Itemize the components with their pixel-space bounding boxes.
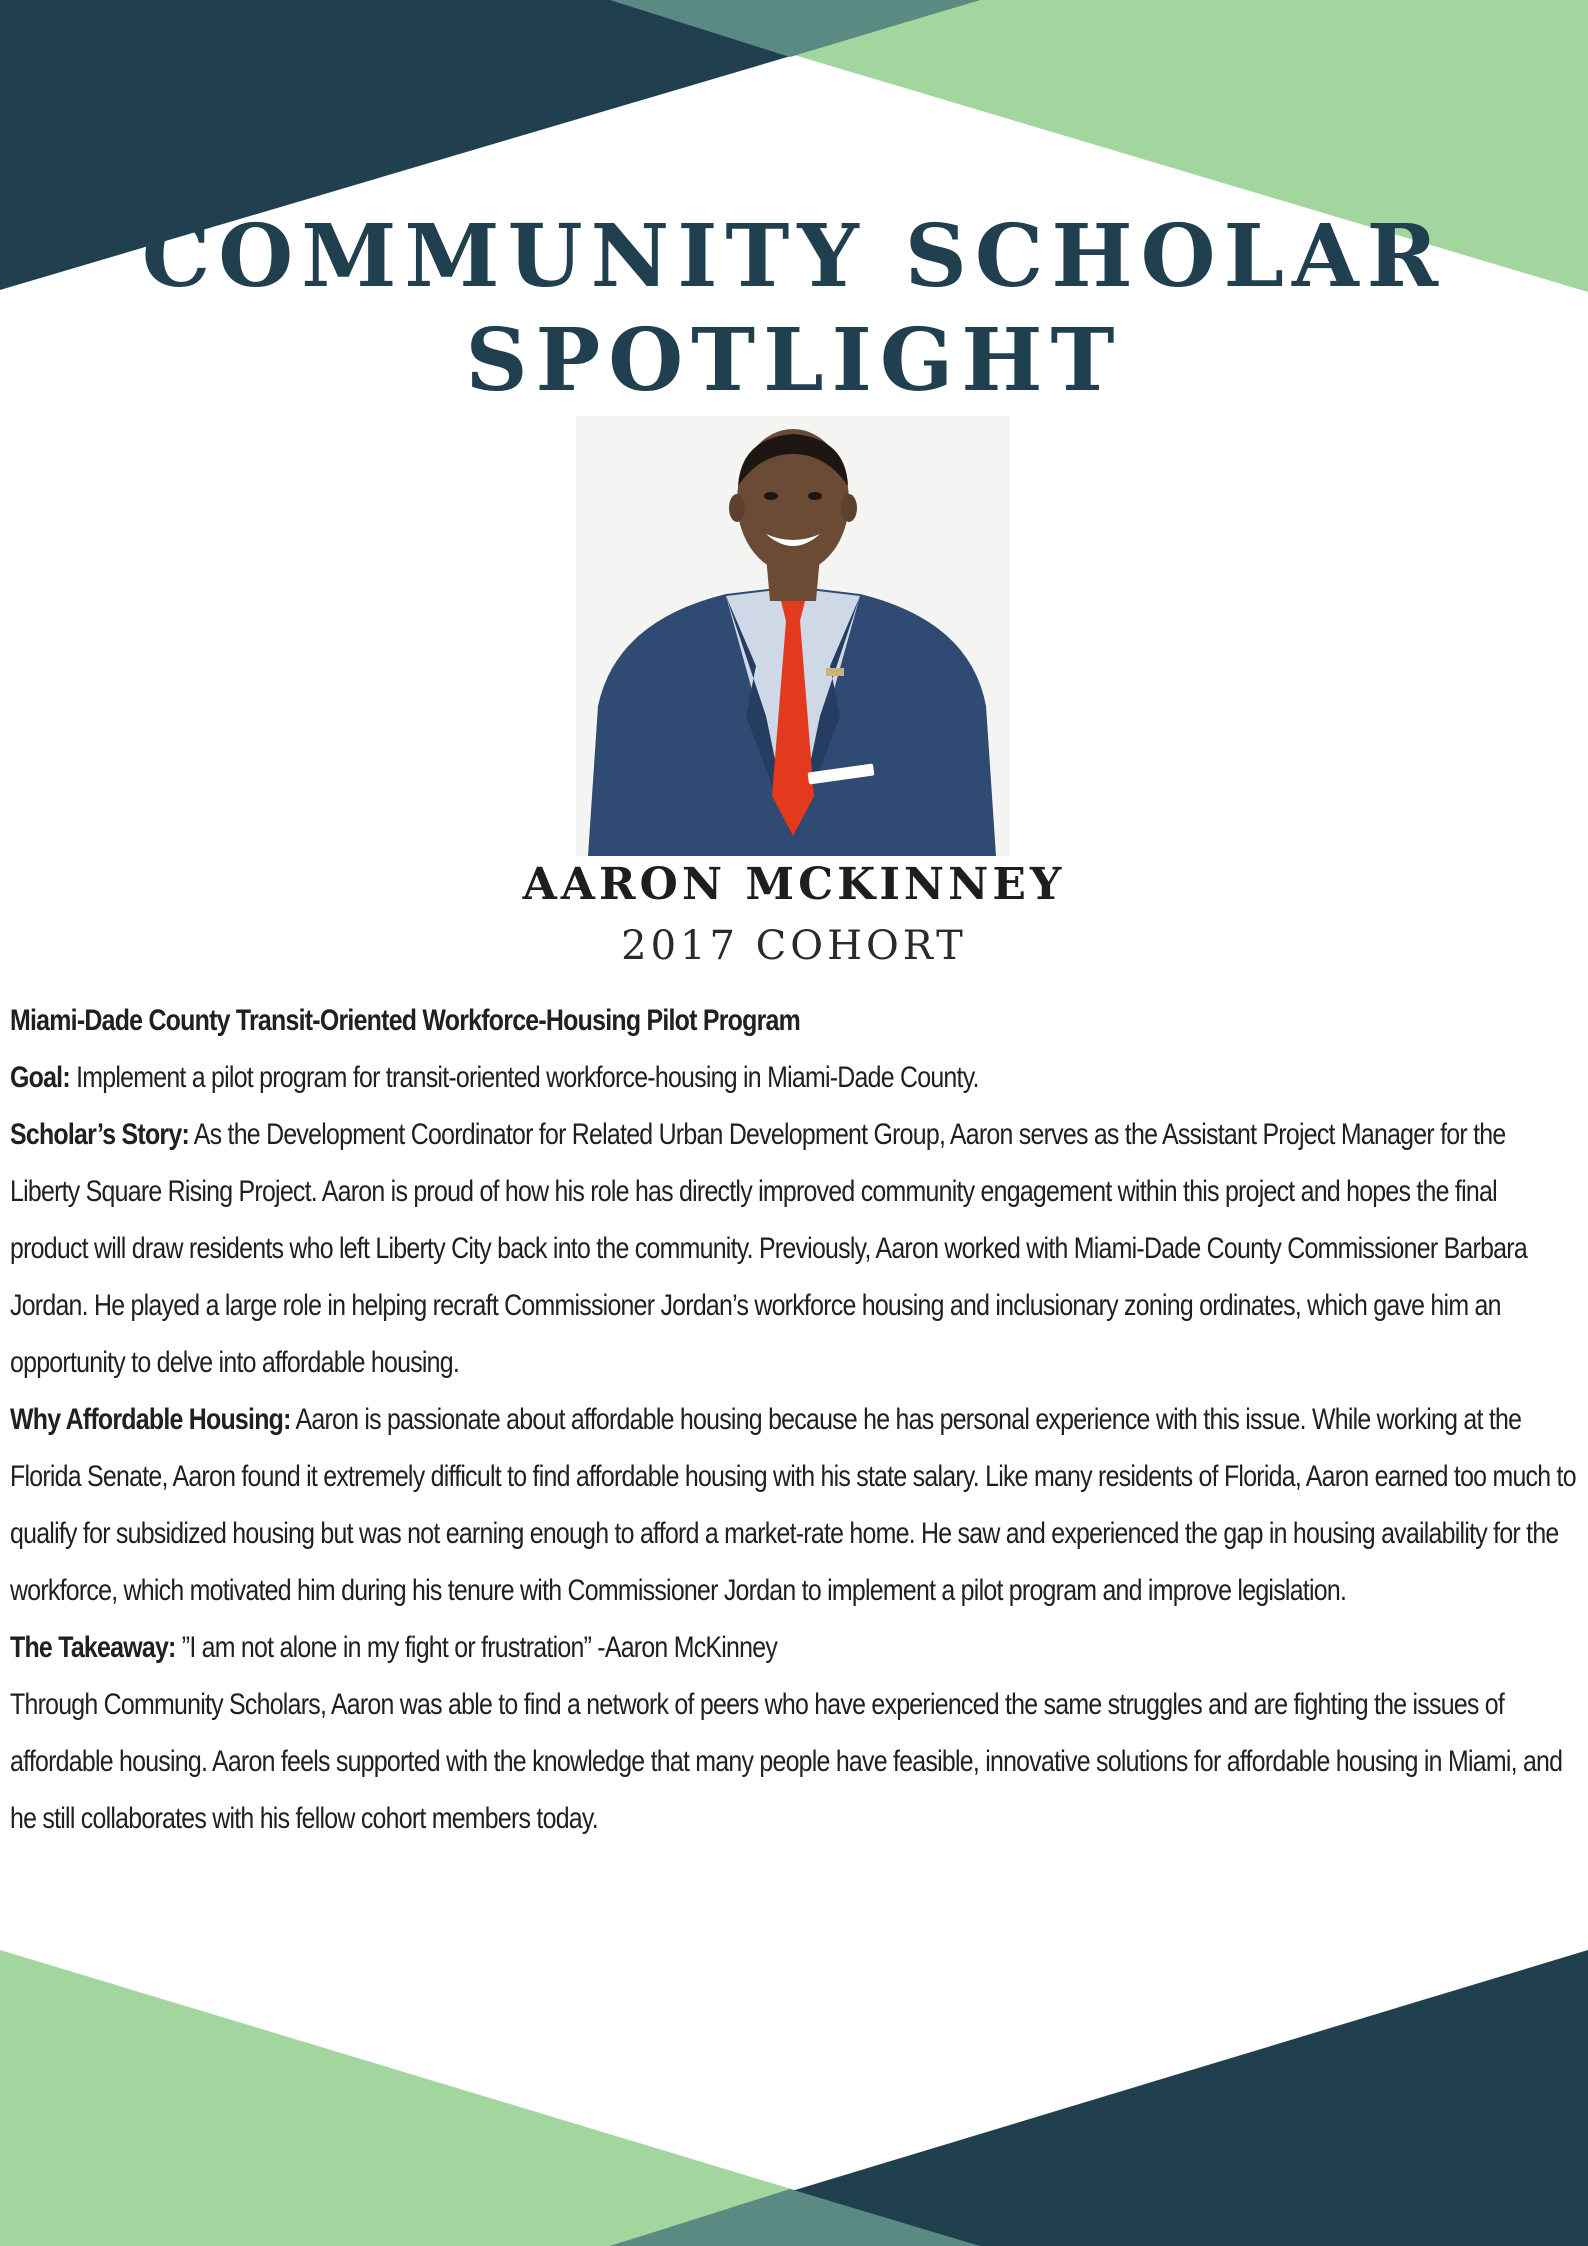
article-body: [10, 992, 1580, 1847]
story-label: Scholar’s Story:: [10, 1118, 190, 1151]
closing-paragraph: [10, 1676, 1579, 1847]
goal-text: Implement a pilot program for transit-oriented workforce-housing in Miami-Dade County.: [69, 1061, 979, 1094]
closing-text: Through Community Scholars, Aaron was able to find a network of peers who have experienced the same struggles and are fighting the issues of affordable housing. Aaron feels supported with the knowledge that many people have feasible, innovative solutions for affordable housing in Miami, and he still collaborates with his fellow cohort members today.: [10, 1688, 1563, 1835]
goal-label: Goal:: [10, 1061, 70, 1094]
scholar-portrait-photo: [576, 416, 1010, 856]
page-title: [0, 205, 1588, 413]
takeaway-quote: ”I am not alone in my fight or frustration” -Aaron McKinney: [175, 1631, 778, 1664]
takeaway-paragraph: [10, 1619, 1579, 1676]
why-paragraph: [10, 1391, 1579, 1619]
why-text: Aaron is passionate about affordable housing because he has personal experience with this issue. While working at the Florida Senate, Aaron found it extremely difficult to find affordable housing with his state salary. Like many residents of Florida, Aaron earned too much to qualify for subsidized housing but was not earning enough to afford a market-rate home. He saw and experienced the gap in housing availability for the workforce, which motivated him during his tenure with Commissioner Jordan to implement a pilot program and improve legislation.: [10, 1403, 1576, 1607]
title-line-2: SPOTLIGHT: [465, 310, 1123, 411]
why-label: Why Affordable Housing:: [10, 1403, 291, 1436]
goal-paragraph: [10, 1049, 1579, 1106]
scholar-name: AARON MCKINNEY: [522, 859, 1066, 910]
story-paragraph: [10, 1106, 1579, 1391]
project-title: Miami-Dade County Transit-Oriented Workforce-Housing Pilot Program: [10, 1004, 801, 1037]
project-title-paragraph: [10, 992, 1579, 1049]
scholar-cohort: 2017 COHORT: [621, 923, 967, 969]
title-line-1: COMMUNITY SCHOLAR: [141, 206, 1447, 307]
story-text: As the Development Coordinator for Related Urban Development Group, Aaron serves as the Assistant Project Manager for the Liberty Square Rising Project. Aaron is proud of how his role has directly improved community engagement within this project and hopes the final product will draw residents who left Liberty City back into the community. Previously, Aaron worked with Miami-Dade County Commissioner Barbara Jordan. He played a large role in helping recraft Commissioner Jordan’s workforce housing and inclusionary zoning ordinates, which gave him an opportunity to delve into affordable housing.: [10, 1118, 1527, 1379]
portrait-illustration: [576, 416, 1010, 856]
takeaway-label: The Takeaway:: [10, 1631, 176, 1664]
